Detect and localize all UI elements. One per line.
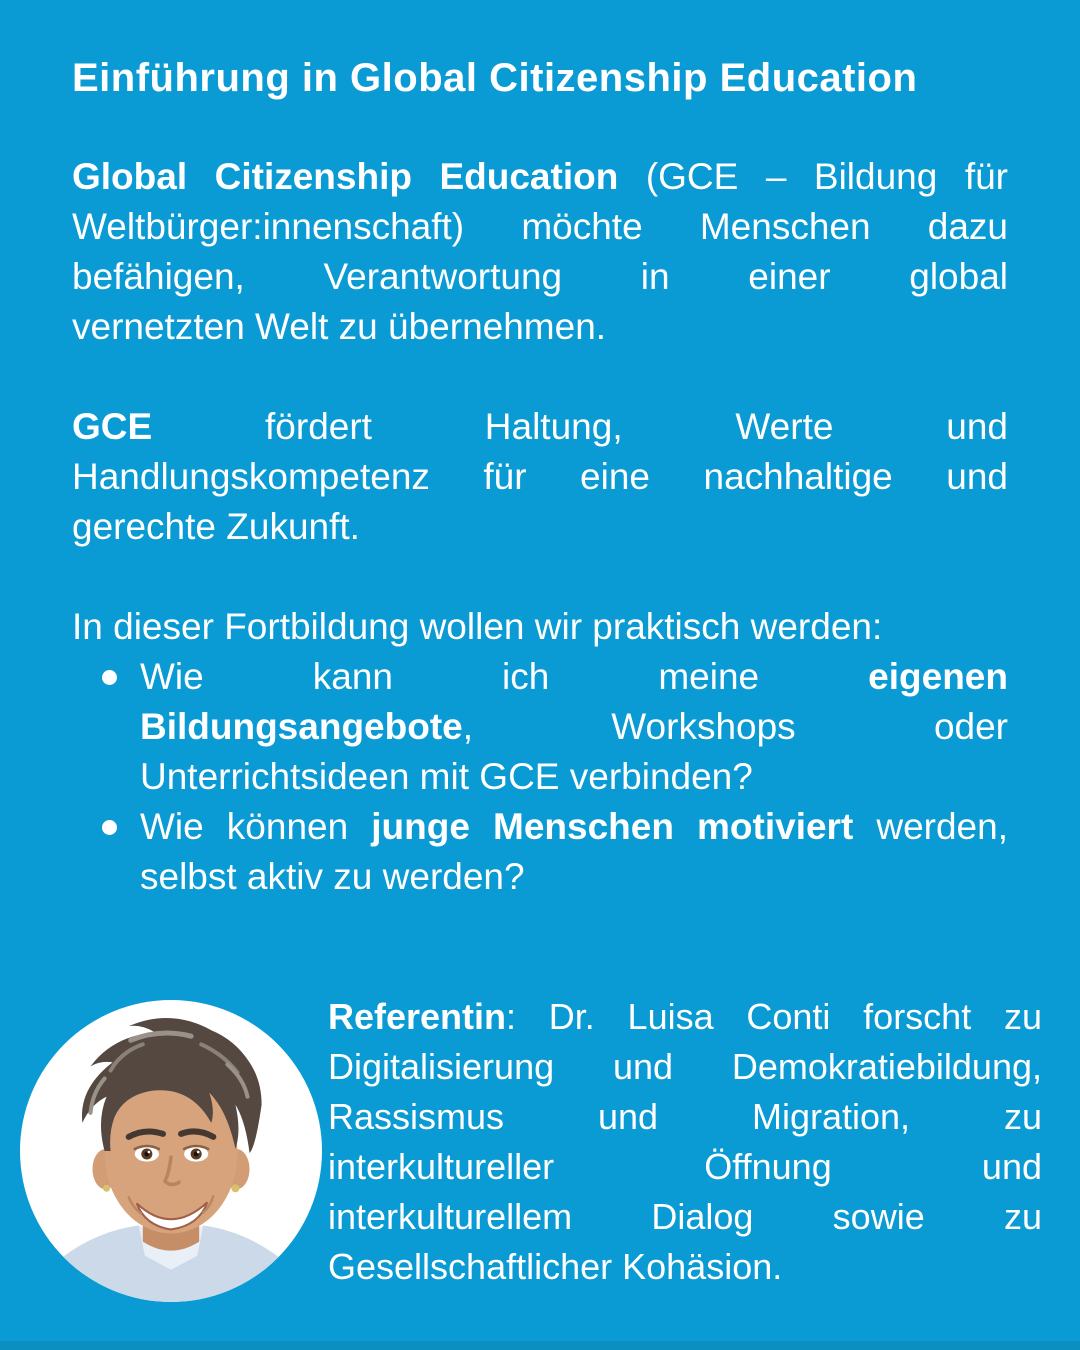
text-line: befähigen, Verantwortung in einer global <box>72 256 1008 297</box>
text-line: Unterrichtsideen mit GCE verbinden? <box>140 756 753 797</box>
text-line: Wie können junge Menschen motiviert werden, <box>140 806 1008 847</box>
text-line: Handlungskompetenz für eine nachhaltige und <box>72 456 1008 497</box>
text-line: Bildungsangebote, Workshops oder <box>140 706 1008 747</box>
text-line: selbst aktiv zu werden? <box>140 856 525 897</box>
portrait-photo-svg <box>20 1000 322 1302</box>
text-line: Digitalisierung und Demokratiebildung, <box>328 1046 1042 1087</box>
text-line: Weltbürger:innenschaft) möchte Menschen dazu <box>72 206 1008 247</box>
list-item <box>72 652 1008 802</box>
text-line: GCE fördert Haltung, Werte und <box>72 406 1008 447</box>
referentin-paragraph <box>328 992 1042 1292</box>
fortbildung-heading: In dieser Fortbildung wollen wir praktisch werden: <box>72 606 883 647</box>
bullet-text <box>140 652 1008 802</box>
text-line: Rassismus und Migration, zu <box>328 1096 1042 1137</box>
text-line: gerechte Zukunft. <box>72 506 360 547</box>
text-line: interkultureller Öffnung und <box>328 1146 1042 1187</box>
page-title: Einführung in Global Citizenship Education <box>72 56 918 100</box>
bottom-accent-bar <box>0 1341 1080 1350</box>
text-line: Global Citizenship Education (GCE – Bildung für <box>72 156 1009 197</box>
paragraph-intro <box>72 152 1008 352</box>
section-fortbildung <box>72 602 1008 902</box>
text-line: interkulturellem Dialog sowie zu <box>328 1196 1042 1237</box>
speaker-portrait-photo <box>20 1000 322 1302</box>
list-item <box>72 802 1008 902</box>
bullet-icon <box>102 670 117 685</box>
text-line: Gesellschaftlicher Kohäsion. <box>328 1246 783 1287</box>
text-line: vernetzten Welt zu übernehmen. <box>72 306 607 347</box>
text-line: Referentin: Dr. Luisa Conti forscht zu <box>328 996 1042 1037</box>
paragraph-gce <box>72 402 1008 552</box>
text-line: Wie kann ich meine eigenen <box>140 656 1008 697</box>
bullet-icon <box>102 820 117 835</box>
bullet-text <box>140 802 1008 902</box>
